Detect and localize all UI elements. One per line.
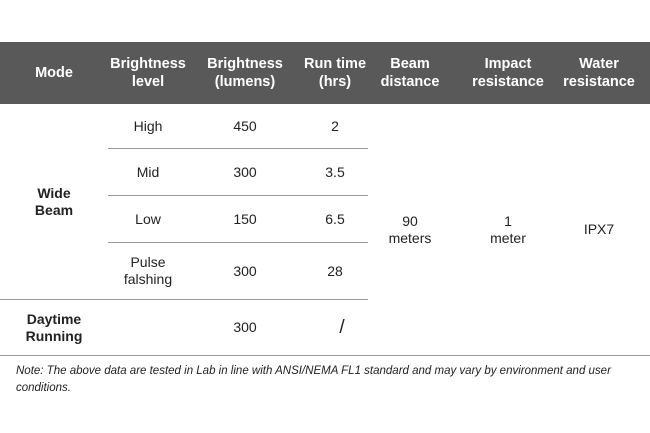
brightness-level-high: High — [133, 117, 163, 134]
header-beam-distance: Beam distance — [380, 56, 440, 90]
mode-daytime-running: Daytime Running — [25, 310, 83, 344]
header-run-time: Run time (hrs) — [303, 56, 367, 90]
header-impact-resistance: Impact resistance — [472, 56, 544, 90]
row-divider — [108, 242, 368, 243]
runtime-pulse: 28 — [327, 262, 343, 279]
water-resistance-value: IPX7 — [583, 221, 615, 237]
impact-resistance-value: 1 meter — [490, 212, 526, 246]
mode-wide-beam: Wide Beam — [34, 184, 74, 218]
header-brightness-level: Brightness level — [110, 56, 186, 90]
runtime-low: 6.5 — [325, 210, 345, 227]
runtime-mid: 3.5 — [325, 163, 345, 180]
lumens-high: 450 — [233, 117, 257, 134]
beam-distance-value: 90 meters — [388, 212, 432, 246]
lumens-daytime: 300 — [233, 319, 257, 335]
header-brightness-lumens: Brightness (lumens) — [207, 56, 283, 90]
footnote: Note: The above data are tested in Lab in line with ANSI/NEMA FL1 standard and may vary by environment and user conditions. — [16, 365, 611, 394]
brightness-level-low: Low — [135, 210, 161, 227]
lumens-mid: 300 — [233, 163, 257, 180]
row-divider — [108, 195, 368, 196]
lumens-pulse: 300 — [233, 262, 257, 279]
row-divider — [108, 148, 368, 149]
header-water-resistance: Water resistance — [563, 56, 635, 90]
table-bottom-border — [0, 355, 650, 356]
runtime-high: 2 — [331, 117, 339, 134]
lumens-low: 150 — [233, 210, 257, 227]
row-divider — [0, 299, 368, 300]
runtime-daytime: / — [339, 317, 345, 338]
brightness-level-pulse: Pulse falshing — [123, 254, 173, 287]
brightness-level-mid: Mid — [136, 163, 160, 180]
header-mode: Mode — [35, 65, 73, 81]
